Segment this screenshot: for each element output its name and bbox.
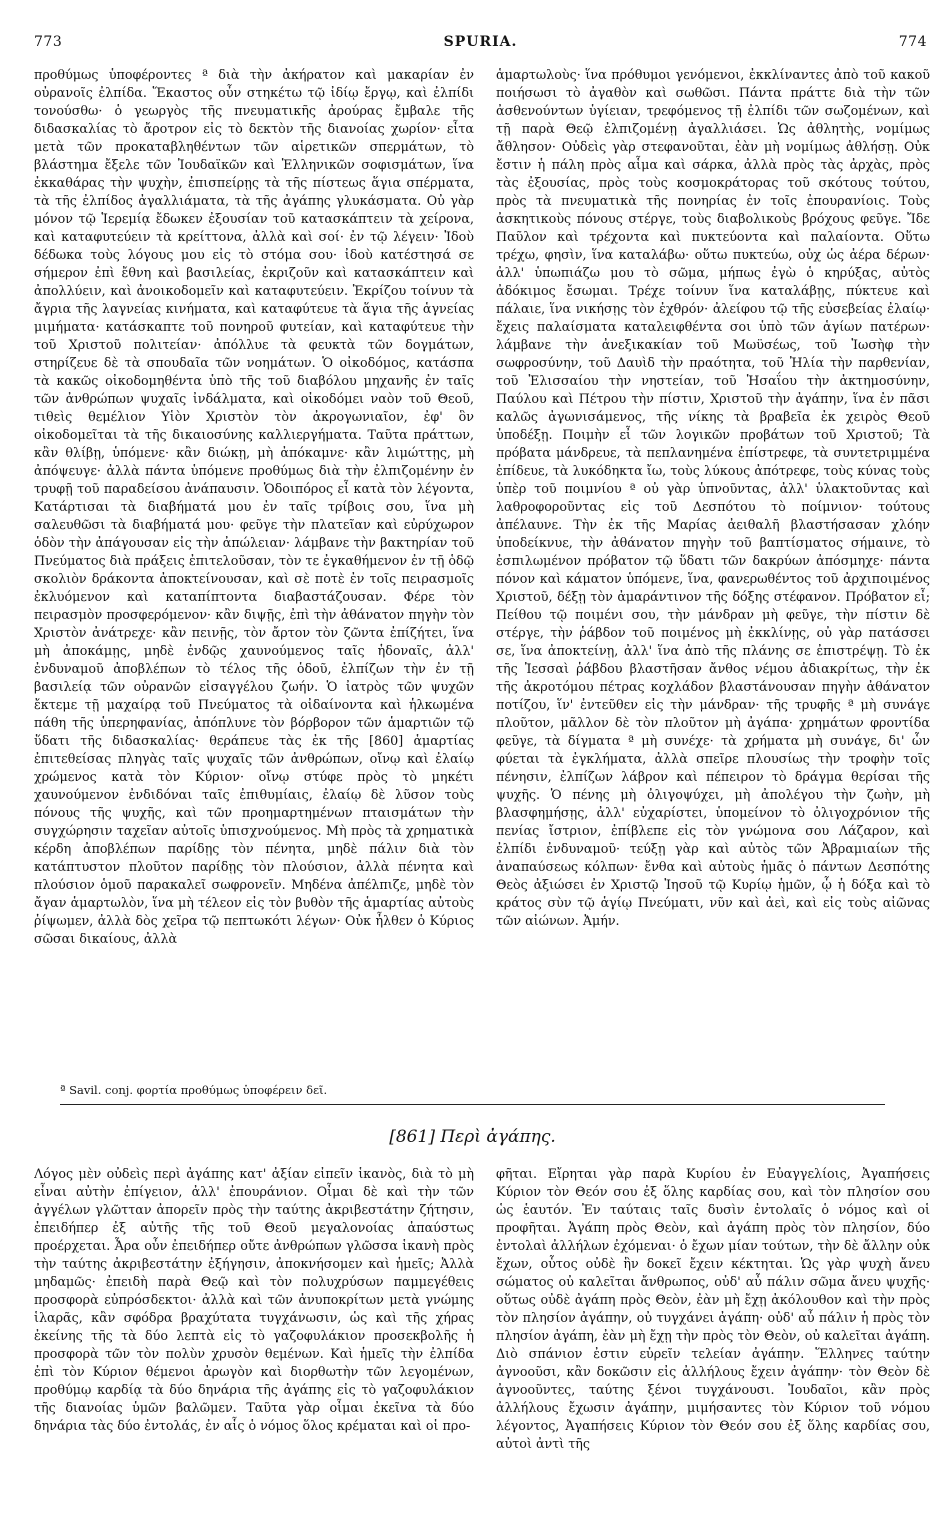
bottom-left-column-text: Λόγος μὲν οὐδεὶς περὶ ἀγάπης κατ' ἀξίαν εἰπεῖν ἱκανὸς, διὰ τὸ μὴ εἶναι αὐτὴν ἐπίγειον, ἀλλ' ἐπουράνιον. Οἶμαι δὲ καὶ τὴν τῶν ἀγγέλων γλῶτταν ἀπορεῖν πρὸς τὴν ταύτης ἀκριβεστάτην ζήτησιν, ἐπειδήπερ ἐξ αὐτῆς τῆς τοῦ Θεοῦ μεγαλονοίας ἀπαύστως προέρχεται. Ἆρα οὖν ἐπειδήπερ οὔτε ἀνθρώπων γλῶσσα ἱκανὴ πρὸς τὴν ταύτης ἀκριβεστάτην ἐξήγησιν, ἀποκνήσομεν καὶ ἡμεῖς; Ἀλλὰ μηδαμῶς· ἐπειδὴ παρὰ Θεῷ καὶ τὸν πολυχρύσων παμμεγέθεις προσφορὰ εὐπρόσδεκτοι· ἀλλὰ καὶ τῶν ἀνυποκρίτων μετὰ γνώμης ἱλαρᾶς, κἂν σφόδρα βραχύτατα τυγχάνωσιν, ὡς καὶ τῆς χήρας ἐκείνης τῆς τὰ δύο λεπτὰ εἰς τὸ γαζοφυλάκιον προσεκβολῆς ἡ προσφορὰ τῶν τὸν πολὺν χρυσὸν θεμένων. Καὶ ἡμεῖς τὴν ἐλπίδα ἐπὶ τὸν Κύριον θέμενοι ἀρωγὸν καὶ διορθωτὴν τῶν λεγομένων, προθύμῳ καρδίᾳ τὰ δύο δηνάρια τῆς ἀγάπης εἰς τὸ γαζοφυλάκιον τῆς διανοίας ὑμῶν βαλῶμεν. Ταῦτα γὰρ οἶμαι ἐκεῖνα τὰ δύο δηνάρια τὰς δύο ἐντολάς, ἐν αἷς ὁ νόμος ὅλος κρέμαται καὶ οἱ προ-	[34, 1166, 474, 1433]
top-left-column-text: προθύμως ὑποφέροντες ª διὰ τὴν ἀκήρατον καὶ μακαρίαν ἐν οὐρανοῖς ἐλπίδα. Ἕκαστος οὖν στηκέτω τῷ ἰδίῳ ἔργῳ, καὶ ἐλπίδι τονούσθω· ὁ γεωργὸς τῆς πνευματικῆς ἀρούρας ἔμβαλε τῆς διδασκαλίας τὸ ἄροτρον εἰς τὸ δεκτὸν τῆς διανοίας χωρίον· εἶτα μετὰ τῶν προκαταβληθέντων τῶν αἱρετικῶν σπερμάτων, τὸ βλάστημα ἔξελε τῶν Ἰουδαϊκῶν καὶ Ἑλληνικῶν σοφισμάτων, ἵνα ἐκκαθάρας τὴν ψυχὴν, ἐπισπείρῃς τὰ τῆς πίστεως ἅγια σπέρματα, τὰ τῆς ἐλπίδος ἀγαλλιάματα, τὰ τῆς ἀγάπης γλυκάσματα. Οὐ γὰρ μόνον τῷ Ἱερεμίᾳ ἔδωκεν ἐξουσίαν τοῦ κατασκάπτειν τὰ χείρονα, καὶ καταφυτεύειν τὰ κρείττονα, ἀλλὰ καὶ σοί· ἐν τῷ λέγειν· Ἰδοὺ δέδωκα τοὺς λόγους μου εἰς τὸ στόμα σου· ἰδοὺ κατέστησά σε σήμερον ἐπὶ ἔθνη καὶ βασιλείας, ἐκριζοῦν καὶ κατασκάπτειν καὶ ἀπολλύειν, καὶ ἀνοικοδομεῖν καὶ καταφυτεύειν. Ἐκρίζου τοίνυν τὰ ἄγρια τῆς λαγνείας κινήματα, καὶ καταφύτευε τὰ ἅγια τῆς ἁγνείας μιμήματα· κατάσκαπτε τοῦ πονηροῦ φυτείαν, καὶ καταφύτευε τὴν τοῦ Χριστοῦ πολιτείαν· ἀπόλλυε τὰ φευκτὰ τῶν δογμάτων, στηρίζευε δὲ τὰ σπουδαῖα τῶν νοημάτων. Ὁ οἰκοδόμος, κατάσπα τὰ κακῶς οἰκοδομηθέντα ὑπὸ τῆς τοῦ διαβόλου μηχανῆς ἐν ταῖς τῶν ἀνθρώπων ψυχαῖς ἰνδάλματα, καὶ οἰκοδόμει ναὸν τοῦ Θεοῦ, τιθεὶς θεμέλιον Υἱὸν Χριστὸν τὸν ἀκρογωνιαῖον, ἐφ' ὃν οἰκοδομεῖται τὰ τῆς δικαιοσύνης καλλιεργήματα. Ταῦτα πράττων, κἂν θλίβῃ, ὑπόμενε· κἂν διώκῃ, μὴ ἀπόκαμνε· κἂν λιμώττῃς, μὴ ἀπόψευγε· ἀλλὰ πάντα ὑπόμενε προθύμως διὰ τὴν ἐλπιζομένην ἐν τρυφῇ τοῦ παραδείσου ἀνάπαυσιν. Ὁδοιπόρος εἶ κατὰ τὸν λέγοντα, Κατάρτισαι τὰ διαβήματά μου ἐν ταῖς τρίβοις σου, ἵνα μὴ σαλευθῶσι τὰ διαβήματά μου· φεῦγε τὴν πλατεῖαν καὶ εὐρύχωρον ὁδὸν τὴν ἀπάγουσαν εἰς τὴν ἀπώλειαν· λάμβανε τὴν βακτηρίαν τοῦ Πνεύματος διὰ πράξεις ἐπιτελοῦσαν, τὸν τε ἐγκαθήμενον ἐν τῇ ὁδῷ σκολιὸν δράκοντα ἀποκτείνουσαν, καὶ σὲ ποτὲ ἐν τοῖς πειρασμοῖς ἐκλυόμενον καὶ καταπίπτοντα διαβαστάζουσαν. Φέρε τὸν πειρασμὸν προσφερόμενον· κἂν διψῇς, ἐπὶ τὴν ἀθάνατον πηγὴν τὸν Χριστὸν ἀνάτρεχε· κἂν πεινῇς, τὸν ἄρτον τὸν ζῶντα ἐπίζήτει, ἵνα μὴ ἀποκάμῃς, μηδὲ ἐνδῷς χαυνούμενος ταῖς ἡδοναῖς, ἀλλ' ἐνδυναμοῦ ἀποβλέπων τὸ τέλος τῆς ὁδοῦ, ἐλπίζων τὴν ἐν τῇ βασιλείᾳ τῶν οὐρανῶν εἰσαγγέλου ζωήν. Ὁ ἰατρὸς τῶν ψυχῶν ἔκτεμε τῇ μαχαίρᾳ τοῦ Πνεύματος τὰ οἰδαίνοντα καὶ ἡλκωμένα πάθη τῆς ὑπερηφανίας, ἀπόπλυνε τὸν βόρβορον τῶν ἁμαρτιῶν τῷ ὕδατι τῆς διδασκαλίας· θεράπευε τὰς ἐκ τῆς [860] ἁμαρτίας ἐπιτεθείσας πληγὰς ταῖς ψυχαῖς τῶν ἀνθρώπων, οἴνῳ καὶ ἐλαίῳ χρώμενος κατὰ τὸν Κύριον· οἴνῳ στύφε πρὸς τὸ μηκέτι χαυνούμενον ἐνδιδόναι ταῖς ἐπιθυμίαις, ἐλαίῳ δὲ λῦσον τοὺς πόνους τῆς ψυχῆς, καὶ τῶν προημαρτημένων πταισμάτων τὴν συγχώρησιν ταχεῖαν αὐτοῖς ὑπισχνούμενος. Μὴ πρὸς τὰ χρηματικὰ κέρδη ἀποβλέπων παρίδῃς τὸν πένητα, μηδὲ πάλιν διὰ τὸν κατάπτυστον πλοῦτον παρίδῃς τὸν πλούσιον, ἀλλὰ πένητα καὶ πλούσιον ὁμοῦ παρακαλεῖ σωφρονεῖν. Μηδένα ἀπέλπιζε, μηδὲ τὸν ἄγαν ἁμαρτωλὸν, ἵνα μὴ τέλεον εἰς τὸν βυθὸν τῆς ἁμαρτίας αὐτοὺς ῥίψωμεν, ἀλλὰ δὸς χεῖρα τῷ πεπτωκότι λέγων· Οὐκ ἦλθεν ὁ Κύριος σῶσαι δικαίους, ἀλλὰ	[34, 67, 474, 946]
page-number-left: 773	[34, 34, 63, 50]
footnote: ª Savil. conj. φορτία προθύμως ὑποφέρειν δεῖ.	[60, 1083, 328, 1097]
top-right-column-text: ἁμαρτωλοὺς· ἵνα πρόθυμοι γενόμενοι, ἐκκλίναντες ἀπὸ τοῦ κακοῦ ποιήσωσι τὸ ἀγαθὸν καὶ σωθῶσι. Πάντα πράττε διὰ τὴν τῶν ἀσθενούντων ὑγίειαν, τρεφόμενος τῇ ἐλπίδι τῶν σωζομένων, καὶ τῇ παρὰ Θεῷ ἐλπιζομένῃ ἀγαλλιάσει. Ὡς ἀθλητὴς, νομίμως ἄθλησον· Οὐδεὶς γὰρ στεφανοῦται, ἐὰν μὴ νομίμως ἀθλήσῃ. Οὐκ ἔστιν ἡ πάλη πρὸς αἷμα καὶ σάρκα, ἀλλὰ πρὸς τὰς ἀρχὰς, πρὸς τὰς ἐξουσίας, πρὸς τοὺς κοσμοκράτορας τοῦ σκότους τούτου, πρὸς τὰ πνευματικὰ τῆς πονηρίας ἐν τοῖς ἐπουρανίοις. Τοὺς ἀσκητικοὺς πόνους στέργε, τοὺς διαβολικοὺς βρόχους φεῦγε. Ἴδε Παῦλον καὶ τρέχοντα καὶ πυκτεύοντα καὶ παλαίοντα. Οὕτω τρέχω, φησὶν, ἵνα καταλάβω· οὕτω πυκτεύω, οὐχ ὡς ἀέρα δέρων· ἀλλ' ὑπωπιάζω μου τὸ σῶμα, μήπως ἐγὼ ὁ κηρύξας, αὐτὸς ἀδόκιμος ἔσωμαι. Τρέχε τοίνυν ἵνα καταλάβῃς, πύκτευε καὶ πάλαιε, ἵνα νικήσῃς τὸν ἐχθρόν· ἀλείφου τῷ τῆς εὐσεβείας ἐλαίῳ· ἔχεις παλαίσματα καταλειφθέντα σοι ὑπὸ τῶν ἁγίων πατέρων· λάμβανε τὴν ἀνεξικακίαν τοῦ Μωϋσέως, τοῦ Ἰωσὴφ τὴν σωφροσύνην, τοῦ Δαυὶδ τὴν πραότητα, τοῦ Ἠλία τὴν παρθενίαν, τοῦ Ἐλισσαίου τὴν νηστείαν, τοῦ Ἡσαΐου τὴν ἀκτημοσύνην, Παύλου καὶ Πέτρου τὴν πίστιν, Χριστοῦ τὴν ἀγάπην, ἵνα ἐν πᾶσι καλῶς ἀγωνισάμενος, τῆς νίκης τὰ βραβεῖα ἐκ χειρὸς Θεοῦ ὑποδέξῃ. Ποιμὴν εἶ τῶν λογικῶν προβάτων τοῦ Χριστοῦ; Τὰ πρόβατα μάνδρευε, τὰ πεπλανημένα ἐπίστρεφε, τὰ συντετριμμένα ἐπίδευε, τὰ λυκόδηκτα ἴω, τοὺς λύκους ἀπότρεφε, τοὺς κύνας τοὺς ὑπὲρ τοῦ ποιμνίου ª οὐ γὰρ ὑπνοῦντας, ἀλλ' ὑλακτοῦντας καὶ λαθροφοροῦντας εἰς τοῦ Δεσπότου τὸ ποίμνιον· τούτους ἀπέλαυνε. Τὴν ἐκ τῆς Μαρίας ἀειθαλῆ βλαστήσασαν χλόην ὑποδείκνυε, τὴν ἀθάνατον πηγὴν τοῦ βαπτίσματος σήμαινε, τὸ ἐσπιλωμένον πρόβατον τῷ ὕδατι τῶν δακρύων ἀπόσμηχε· πάντα πόνον καὶ κάματον ὑπόμενε, ἵνα, φανερωθέντος τοῦ ἀρχιποιμένος Χριστοῦ, δέξῃ τὸν ἀμαράντινον τῆς δόξης στέφανον. Πρόβατον εἶ; Πείθου τῷ ποιμένι σου, τὴν μάνδραν μὴ φεῦγε, τὴν πίστιν δὲ στέργε, τὴν ῥάβδον τοῦ ποιμένος μὴ ἐκκλίνῃς, οὐ γὰρ πατάσσει σε, ἵνα ἀποκτείνῃ, ἀλλ' ἵνα ἀπὸ τῆς πλάνης σε ἐπιστρέψῃ. Τὸ ἐκ τῆς Ἰεσσαὶ ῥάβδου βλαστῆσαν ἄνθος νέμου ἀδιακρίτως, τὴν ἐκ τῆς ἀκροτόμου πέτρας κοχλάδον βλαστάνουσαν πηγὴν ἀθάνατον ποτίζου, ἵν' ἐντεῦθεν εἰς τὴν μάνδραν· τῆς τρυφῆς ª μὴ συνάγε πλοῦτον, μᾶλλον δὲ τὸν πλοῦτον μὴ ἀγάπα· χρημάτων φροντίδα φεῦγε, τὰ δίγματα ª μὴ συνέχε· τὰ χρήματα μὴ συνάγε, δι' ὧν φύεται τὰ ἐγκλήματα, ἀλλὰ σπεῖρε πλουσίως τὴν τροφὴν τοῖς πένησιν, ἐλπίζων λάβρον καὶ πέπειρον τὸ δράγμα θερίσαι τῆς ψυχῆς. Ὁ πένης μὴ ὀλιγοψύχει, μὴ ἀπολέγου τὴν ζωὴν, μὴ βλασφημήσῃς, ἀλλ' εὐχαρίστει, ὑπομείνον τὸ ὀλιγοχρόνιον τῆς πενίας ἴστριον, ἐπίβλεπε εἰς τὸν γνώμονα σου Λάζαρον, καὶ ἐλπίδι ἐνδυναμοῦ· τεύξῃ γὰρ καὶ αὐτὸς τῶν Ἀβραμιαίων τῆς ἀναπαύσεως κόλπων· ἔνθα καὶ αὐτοὺς ἡμᾶς ὁ πάντων Δεσπότης Θεὸς ἀξιώσει ἐν Χριστῷ Ἰησοῦ τῷ Κυρίῳ ἡμῶν, ᾧ ἡ δόξα καὶ τὸ κράτος σὺν τῷ ἁγίῳ Πνεύματι, νῦν καὶ ἀεὶ, καὶ εἰς τοὺς αἰῶνας τῶν αἰώνων. Ἀμήν.	[496, 67, 930, 928]
section-divider	[60, 1104, 885, 1105]
section-title: [861] Περὶ ἀγάπης.	[389, 1127, 556, 1147]
running-title: SPURIA.	[443, 34, 518, 50]
bottom-right-column-text: φῆται. Εἴρηται γὰρ παρὰ Κυρίου ἐν Εὐαγγελίοις, Ἀγαπήσεις Κύριον τὸν Θεόν σου ἐξ ὅλης καρδίας σου, καὶ τὸν πλησίον σου ὡς ἑαυτόν. Ἐν ταύταις ταῖς δυσὶν ἐντολαῖς ὁ νόμος καὶ οἱ προφῆται. Ἀγάπη πρὸς Θεὸν, καὶ ἀγάπη πρὸς τὸν πλησίον, δύο ἐντολαὶ ἀλλήλων ἐχόμεναι· ὁ ἔχων μίαν τούτων, τὴν δὲ ἄλλην οὐκ ἔχων, οὗτος οὐδὲ ἣν δοκεῖ ἔχειν κέκτηται. Ὡς γὰρ ψυχὴ ἄνευ σώματος οὐ καλεῖται ἄνθρωπος, οὐδ' αὖ πάλιν σῶμα ἄνευ ψυχῆς· οὕτως οὐδὲ ἀγάπη πρὸς Θεὸν, ἐὰν μὴ ἔχῃ ἀκόλουθον καὶ τὴν πρὸς τὸν πλησίον ἀγάπην, οὐ τυγχάνει ἀγάπη· οὐδ' αὖ πάλιν ἡ πρὸς τὸν πλησίον ἀγάπη, ἐὰν μὴ ἔχῃ τὴν πρὸς τὸν Θεὸν, οὐ καλεῖται ἀγάπη. Διὸ σπάνιον ἐστιν εὑρεῖν τελείαν ἀγάπην. Ἕλληνες ταύτην ἀγνοοῦσι, κἂν δοκῶσιν εἰς ἀλλήλους ἔχειν ἀγάπην· τὸν Θεὸν δὲ ἀγνοοῦντες, ταύτης ξένοι τυγχάνουσι. Ἰουδαῖοι, κἂν πρὸς ἀλλήλους ἔχωσιν ἀγάπην, μιμήσαντες τὸν Κύριον τοῦ νόμου λέγοντος, Ἀγαπήσεις Κύριον τὸν Θεόν σου ἐξ ὅλης καρδίας σου, αὐτοὶ ἀντὶ τῆς	[496, 1166, 930, 1451]
page-header	[34, 34, 927, 56]
page-number-right: 774	[898, 34, 927, 50]
